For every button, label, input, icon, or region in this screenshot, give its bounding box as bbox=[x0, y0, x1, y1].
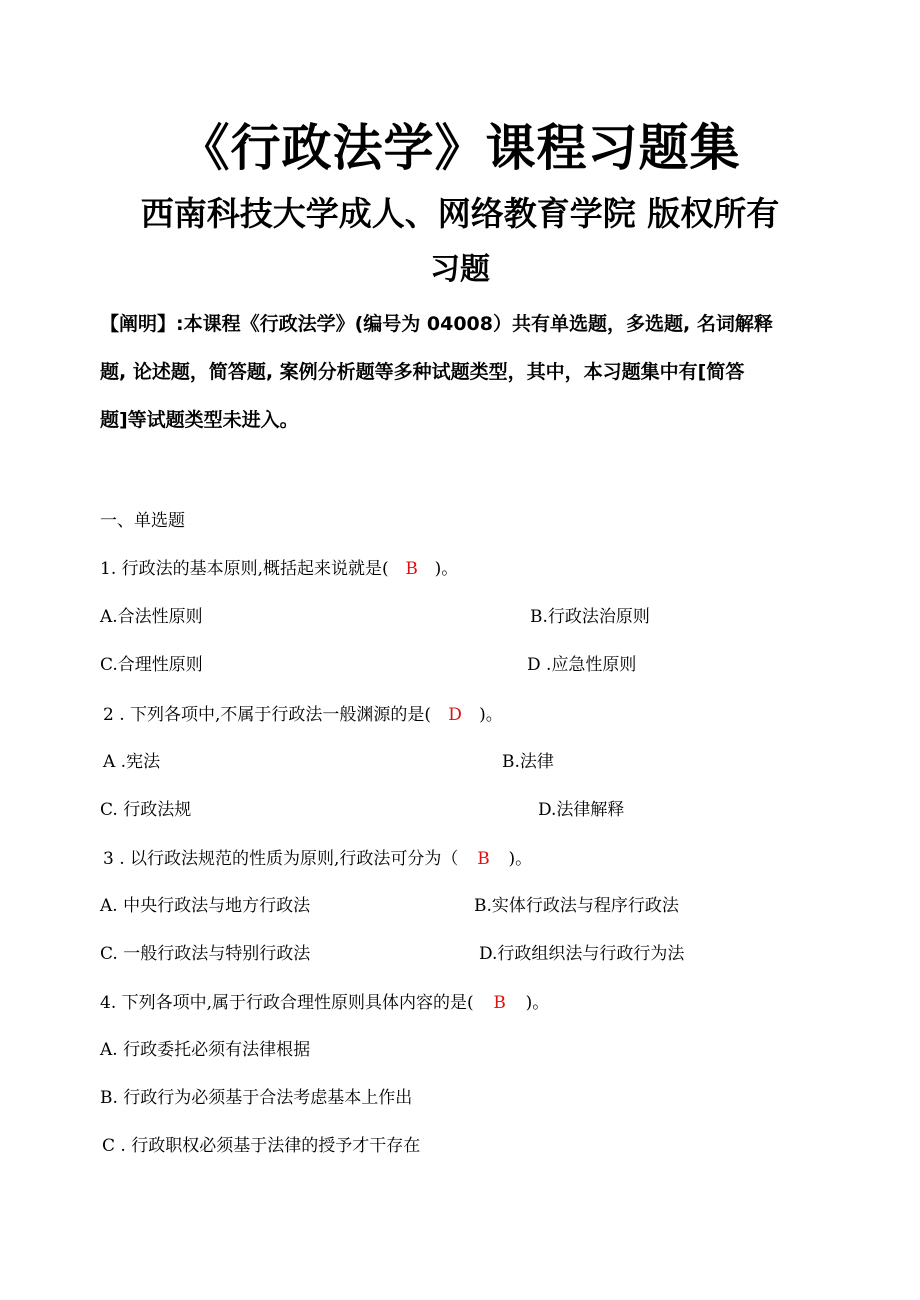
question-stem bbox=[100, 554, 458, 579]
option-d: D.法律解释 bbox=[538, 800, 625, 820]
option-b: B. 行政行为必须基于合法考虑基本上作出 bbox=[100, 1088, 413, 1108]
option-c: C. 一般行政法与特别行政法 bbox=[100, 944, 311, 964]
option-a: A .宪法 bbox=[103, 752, 161, 772]
option-c: C.合理性原则 bbox=[100, 655, 203, 675]
note-line: 【阐明】:本课程《行政法学》(编号为 04008）共有单选题，多选题, 名词解释 bbox=[100, 313, 773, 335]
answer-mark: B bbox=[477, 849, 490, 869]
section-heading: 一、单选题 bbox=[100, 511, 185, 531]
answer-mark: B bbox=[493, 993, 506, 1013]
option-c: C. 行政法规 bbox=[100, 800, 192, 820]
question-stem-end: )。 bbox=[479, 705, 503, 725]
question-stem-end: )。 bbox=[525, 993, 550, 1013]
question-stem-text: 1. 行政法的基本原则,概括起来说就是( bbox=[100, 559, 389, 579]
question-stem bbox=[103, 700, 503, 725]
question-stem-end: )。 bbox=[434, 559, 459, 579]
option-b: B.实体行政法与程序行政法 bbox=[474, 896, 679, 916]
question-stem bbox=[103, 844, 532, 869]
option-a: A.合法性原则 bbox=[100, 607, 203, 627]
document-title: 《行政法学》课程习题集 bbox=[179, 119, 741, 177]
note-line: 题, 论述题，简答题, 案例分析题等多种试题类型，其中，本习题集中有[简答 bbox=[100, 361, 745, 383]
option-d: D .应急性原则 bbox=[527, 655, 637, 675]
option-a: A. 中央行政法与地方行政法 bbox=[100, 896, 311, 916]
question-stem-text: 3 . 以行政法规范的性质为原则,行政法可分为（ bbox=[103, 849, 459, 869]
option-a: A. 行政委托必须有法律根据 bbox=[100, 1040, 311, 1060]
question-stem-text: 4. 下列各项中,属于行政合理性原则具体内容的是( bbox=[100, 993, 474, 1013]
note-line: 题]等试题类型未进入。 bbox=[100, 409, 299, 431]
question-stem-text: 2 . 下列各项中,不属于行政法一般渊源的是( bbox=[103, 705, 432, 725]
option-d: D.行政组织法与行政行为法 bbox=[479, 944, 685, 964]
answer-mark: D bbox=[448, 705, 462, 725]
exercise-heading: 习题 bbox=[430, 252, 490, 287]
option-c: C . 行政职权必须基于法律的授予才干存在 bbox=[102, 1136, 421, 1156]
option-b: B.行政法治原则 bbox=[530, 607, 650, 627]
explanation-note bbox=[100, 300, 830, 444]
question-stem-end: )。 bbox=[508, 849, 533, 869]
option-b: B.法律 bbox=[502, 752, 554, 772]
answer-mark: B bbox=[405, 559, 418, 579]
question-stem bbox=[100, 988, 549, 1013]
document-subtitle: 西南科技大学成人、网络教育学院 版权所有 bbox=[140, 194, 780, 233]
